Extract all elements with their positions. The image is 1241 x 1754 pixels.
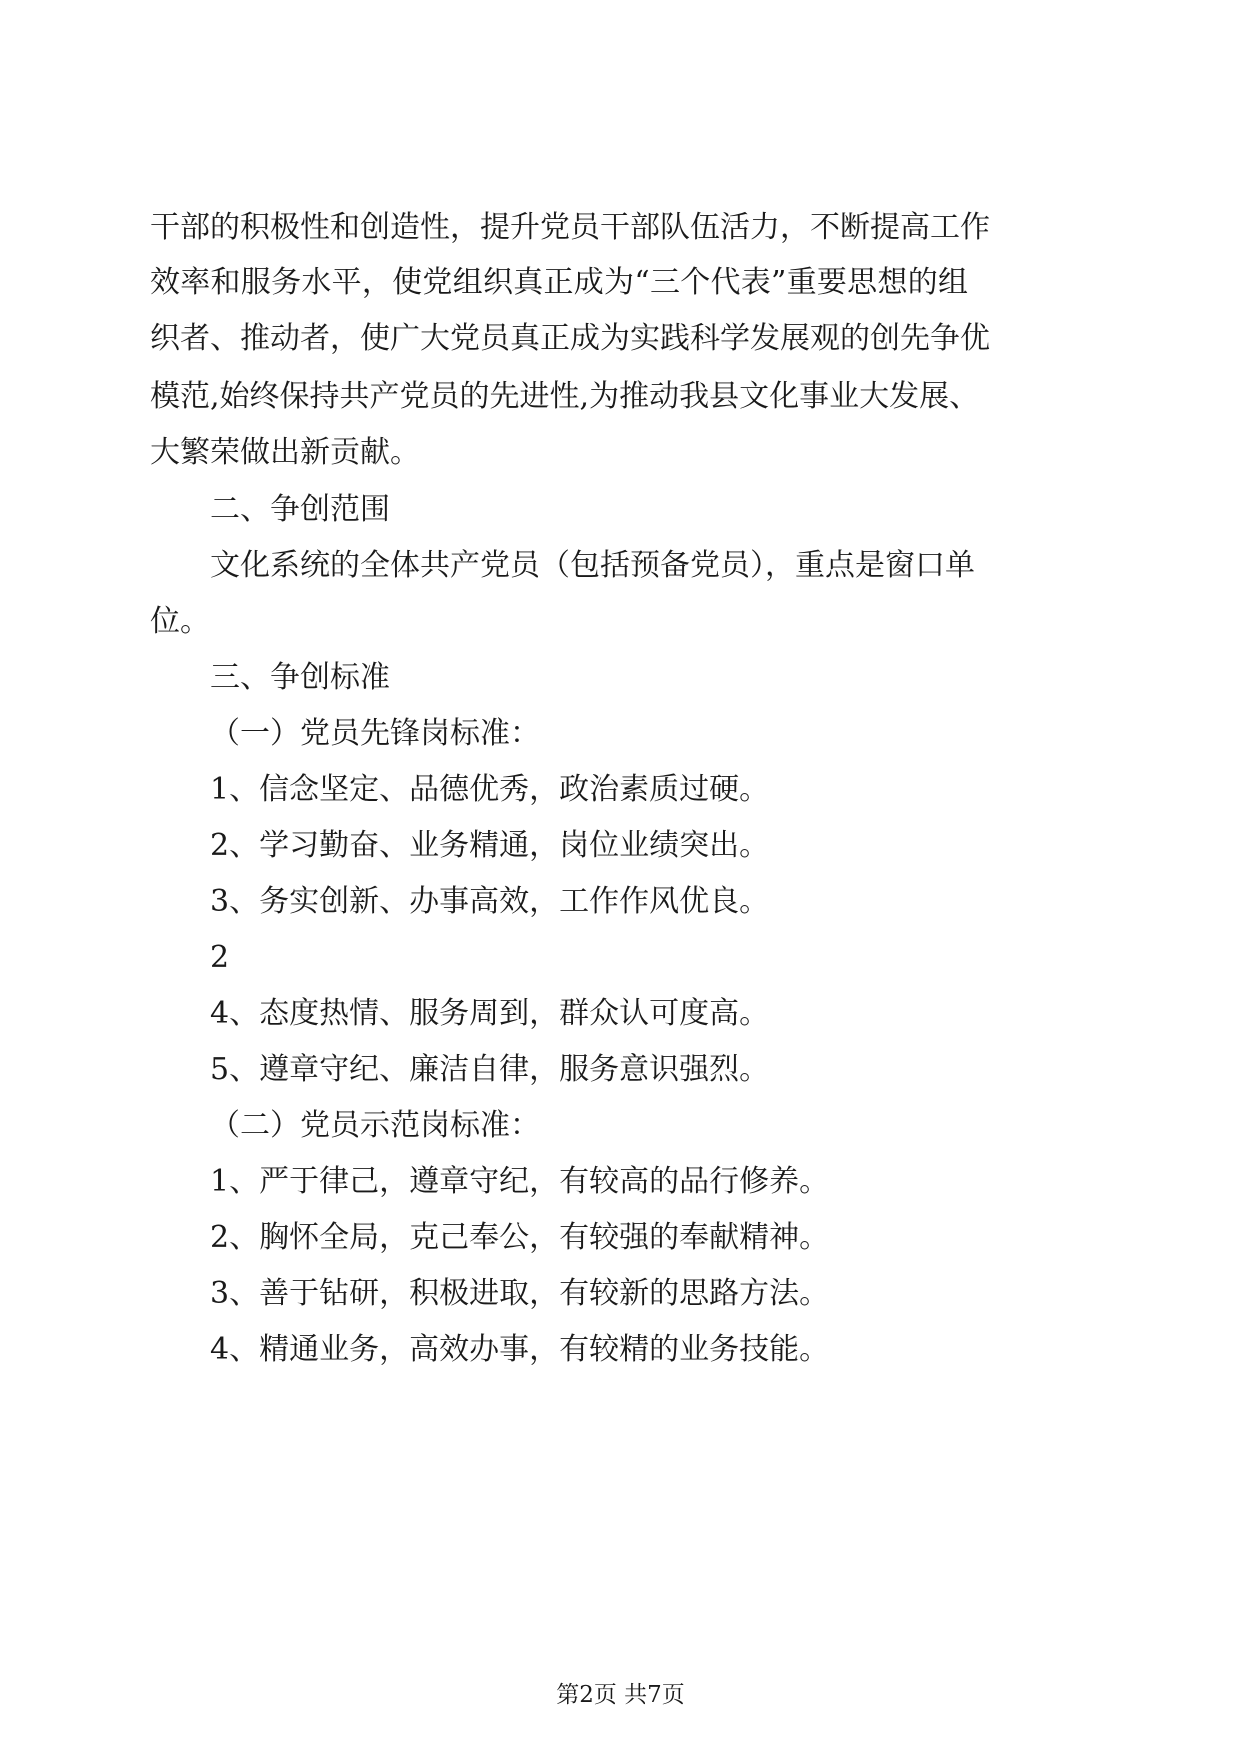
list-item: 3、善于钻研，积极进取，有较新的思路方法。	[210, 1276, 830, 1311]
paragraph-line: 效率和服务水平，使党组织真正成为“三个代表”重要思想的组	[150, 265, 968, 300]
list-item: 4、态度热情、服务周到，群众认可度高。	[210, 996, 770, 1031]
page-footer: 第2页 共7页	[556, 1682, 685, 1708]
paragraph-line: 文化系统的全体共产党员（包括预备党员），重点是窗口单	[210, 548, 975, 583]
list-item: 2、胸怀全局，克己奉公，有较强的奉献精神。	[210, 1220, 830, 1255]
section-heading: 二、争创范围	[210, 492, 390, 527]
subsection-heading: （二）党员示范岗标准：	[210, 1108, 540, 1143]
section-heading: 三、争创标准	[210, 660, 390, 695]
paragraph-line: 干部的积极性和创造性，提升党员干部队伍活力，不断提高工作	[150, 210, 990, 245]
stray-number: 2	[210, 940, 230, 975]
list-item: 1、严于律己，遵章守纪，有较高的品行修养。	[210, 1164, 830, 1199]
list-item: 5、遵章守纪、廉洁自律，服务意识强烈。	[210, 1052, 770, 1087]
paragraph-line: 位。	[150, 604, 210, 639]
subsection-heading: （一）党员先锋岗标准：	[210, 716, 540, 751]
paragraph-line: 织者、推动者，使广大党员真正成为实践科学发展观的创先争优	[150, 321, 990, 356]
paragraph-line: 大繁荣做出新贡献。	[150, 435, 420, 470]
list-item: 2、学习勤奋、业务精通，岗位业绩突出。	[210, 828, 770, 863]
list-item: 4、精通业务，高效办事，有较精的业务技能。	[210, 1332, 830, 1367]
paragraph-line: 模范,始终保持共产党员的先进性,为推动我县文化事业大发展、	[150, 379, 980, 414]
list-item: 1、信念坚定、品德优秀，政治素质过硬。	[210, 772, 770, 807]
list-item: 3、务实创新、办事高效，工作作风优良。	[210, 884, 770, 919]
